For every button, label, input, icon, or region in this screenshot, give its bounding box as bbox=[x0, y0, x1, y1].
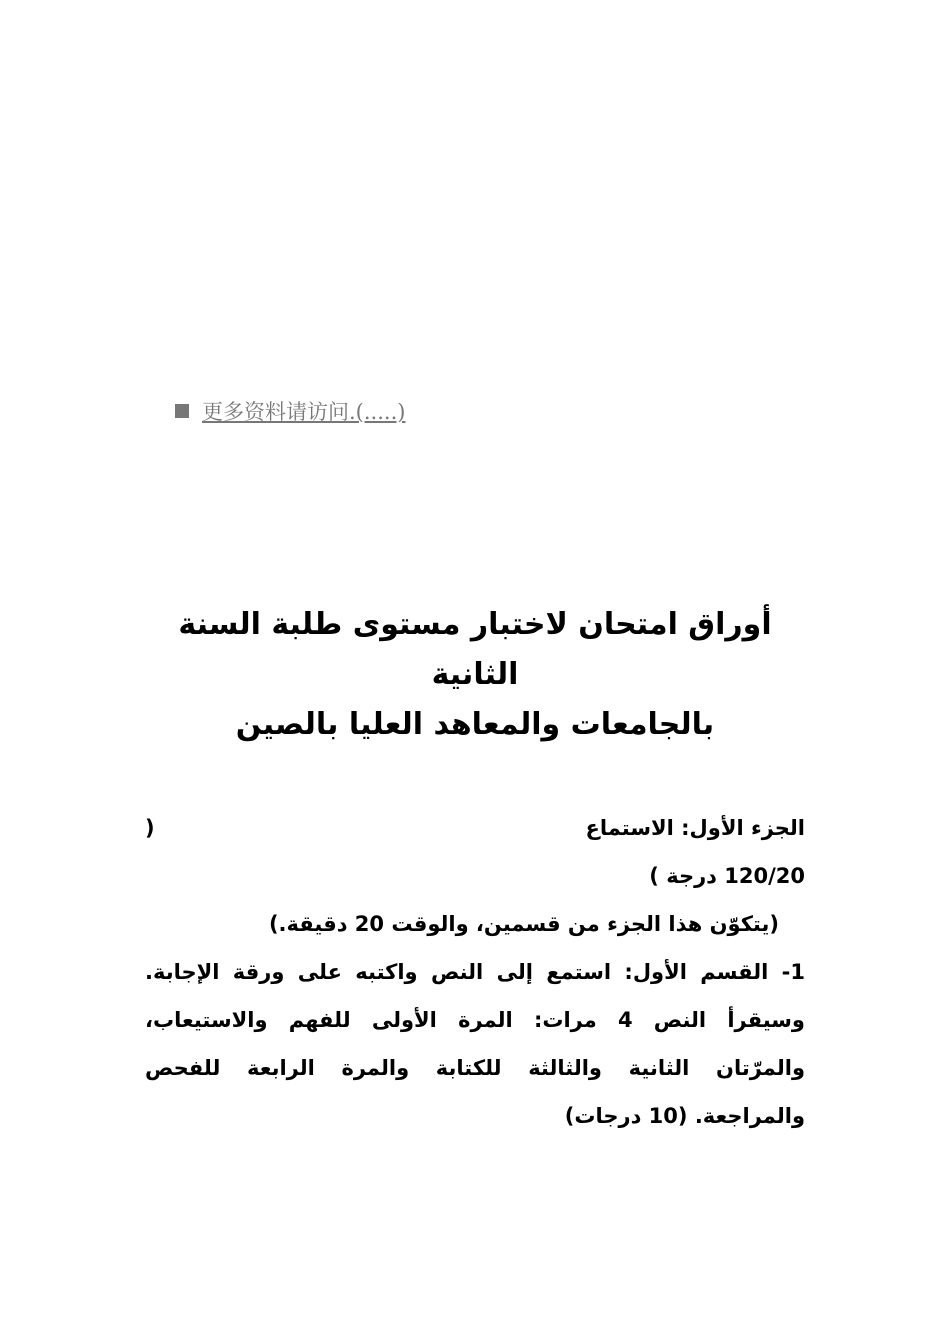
title-line-2: الثانية bbox=[431, 657, 519, 692]
paragraph-line-4: والمراجعة. (10 درجات) bbox=[564, 1104, 805, 1128]
paragraph-line-1: 1- القسم الأول: استمع إلى النص واكتبه على ورقة الإجابة. bbox=[145, 960, 805, 984]
section-heading-row bbox=[145, 804, 805, 852]
paragraph-line-2: وسيقرأ النص 4 مرات: المرة الأولى للفهم والاستيعاب، bbox=[145, 1008, 805, 1032]
title-line-1: أوراق امتحان لاختبار مستوى طلبة السنة bbox=[178, 607, 772, 642]
promo-link[interactable]: 更多资料请访问.(.....) bbox=[202, 400, 406, 424]
paragraph-line-3: والمرّتان الثانية والثالثة للكتابة والمرة الرابعة للفحص bbox=[145, 1056, 805, 1080]
page-title bbox=[145, 600, 805, 750]
section-note: (يتكوّن هذا الجزء من قسمين، والوقت 20 دقيقة.) bbox=[268, 912, 779, 936]
section-score: 120/20 درجة ) bbox=[649, 864, 805, 888]
section-heading: الجزء الأول: الاستماع bbox=[585, 816, 805, 840]
square-bullet-icon bbox=[175, 404, 189, 418]
promo-link-row[interactable] bbox=[175, 396, 405, 426]
section-body bbox=[145, 804, 805, 1140]
title-line-3: بالجامعات والمعاهد العليا بالصين bbox=[235, 707, 715, 742]
open-parenthesis: ( bbox=[145, 816, 155, 840]
